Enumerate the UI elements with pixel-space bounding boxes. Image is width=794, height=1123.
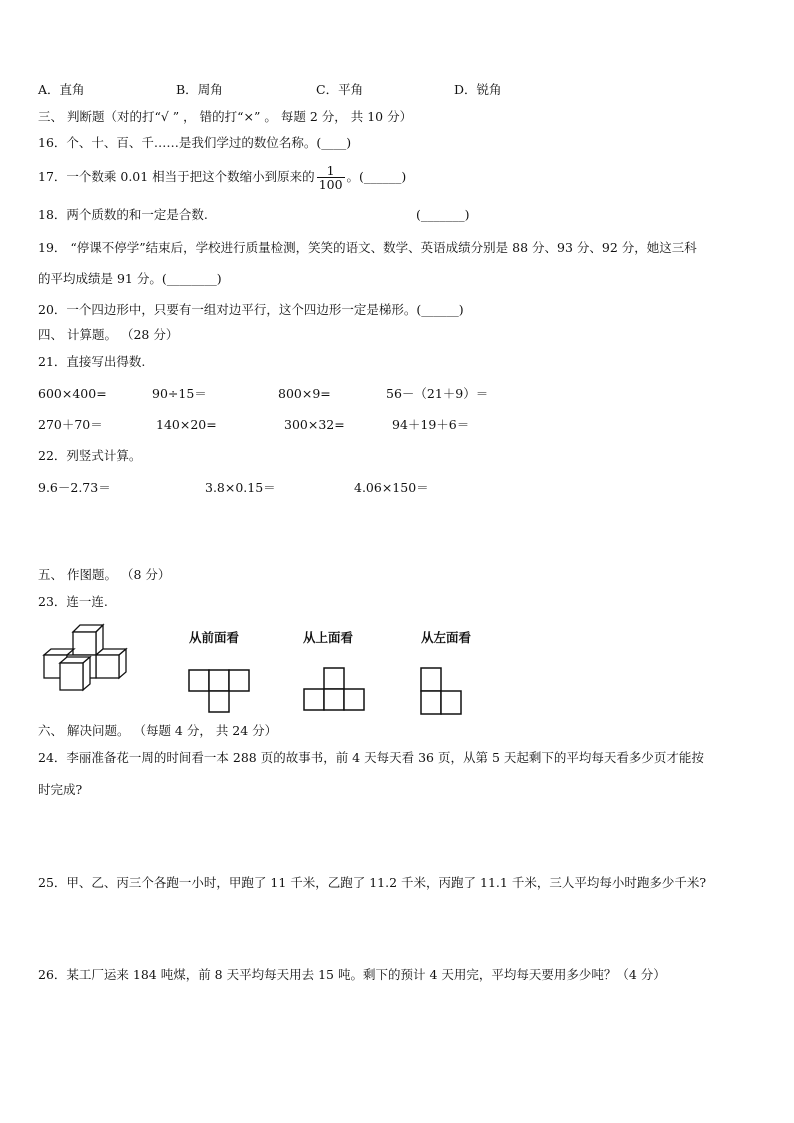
question-22-title: 22．列竖式计算。: [38, 448, 142, 463]
view-shape-t[interactable]: [188, 668, 250, 714]
fraction: $\frac{1}{100}$: [318, 163, 343, 192]
view-label-top: 从上面看: [303, 630, 354, 645]
view-shape-l[interactable]: [420, 666, 464, 716]
section3-title: 三、 判断题（对的打“√ ” ， 错的打“×” 。 每题 2 分， 共 10 分）: [38, 109, 413, 124]
option-b: B．周角: [176, 82, 223, 97]
section5-title: 五、 作图题。 （8 分）: [38, 567, 171, 582]
option-c: C．平角: [316, 82, 364, 97]
option-d: D．锐角: [454, 82, 502, 97]
question-21-title: 21．直接写出得数.: [38, 354, 146, 369]
vertical-calc-item: 3.8×0.15＝: [205, 480, 276, 495]
calc-item: 140×20=: [156, 417, 217, 432]
view-shape-inverted-t[interactable]: [303, 666, 365, 712]
calc-item: 600×400=: [38, 386, 107, 401]
question-23-title: 23．连一连.: [38, 594, 108, 609]
vertical-calc-item: 4.06×150＝: [354, 480, 429, 495]
vertical-calc-item: 9.6－2.73＝: [38, 480, 111, 495]
question-26: 26．某工厂运来 184 吨煤，前 8 天平均每天用去 15 吨。剩下的预计 4 天用完，平均每天要用多少吨？（4 分）: [38, 967, 666, 982]
section4-title: 四、 计算题。 （28 分）: [38, 327, 179, 342]
calc-item: 94＋19＋6＝: [392, 417, 470, 432]
calc-item: 270＋70＝: [38, 417, 103, 432]
section6-title: 六、 解决问题。 （每题 4 分， 共 24 分）: [38, 723, 278, 738]
view-label-front: 从前面看: [189, 630, 240, 645]
cube-stack-figure: [40, 622, 140, 697]
question-19-line2: 的平均成绩是 91 分。(________): [38, 271, 222, 286]
question-24-line1: 24．李丽准备花一周的时间看一本 288 页的故事书，前 4 天每天看 36 页，从第 5 天起剩下的平均每天看多少页才能按: [38, 750, 704, 765]
question-19-line1: 19． “停课不停学”结束后，学校进行质量检测，笑笑的语文、数学、英语成绩分别是 88 分、93 分、92 分，她这三科: [38, 240, 697, 255]
question-25: 25．甲、乙、丙三个各跑一小时，甲跑了 11 千米，乙跑了 11.2 千米，丙跑了 11.1 千米，三人平均每小时跑多少千米?: [38, 875, 707, 890]
calc-item: 300×32=: [284, 417, 345, 432]
question-16: 16．个、十、百、千……是我们学过的数位名称。(____): [38, 135, 352, 150]
question-18: 18．两个质数的和一定是合数.: [38, 207, 208, 222]
question-20: 20．一个四边形中，只要有一组对边平行，这个四边形一定是梯形。(______): [38, 302, 464, 317]
calc-item: 800×9=: [278, 386, 331, 401]
view-label-left: 从左面看: [421, 630, 472, 645]
calc-item: 56－（21＋9）＝: [386, 386, 489, 401]
question-17: 17．一个数乘 0.01 相当于把这个数缩小到原来的 $\frac{1}{100}$ 。(______): [38, 163, 407, 192]
option-a: A．直角: [38, 82, 85, 97]
question-24-line2: 时完成?: [38, 782, 83, 797]
question-18-blank: (_______): [416, 207, 470, 222]
calc-item: 90÷15＝: [152, 386, 207, 401]
